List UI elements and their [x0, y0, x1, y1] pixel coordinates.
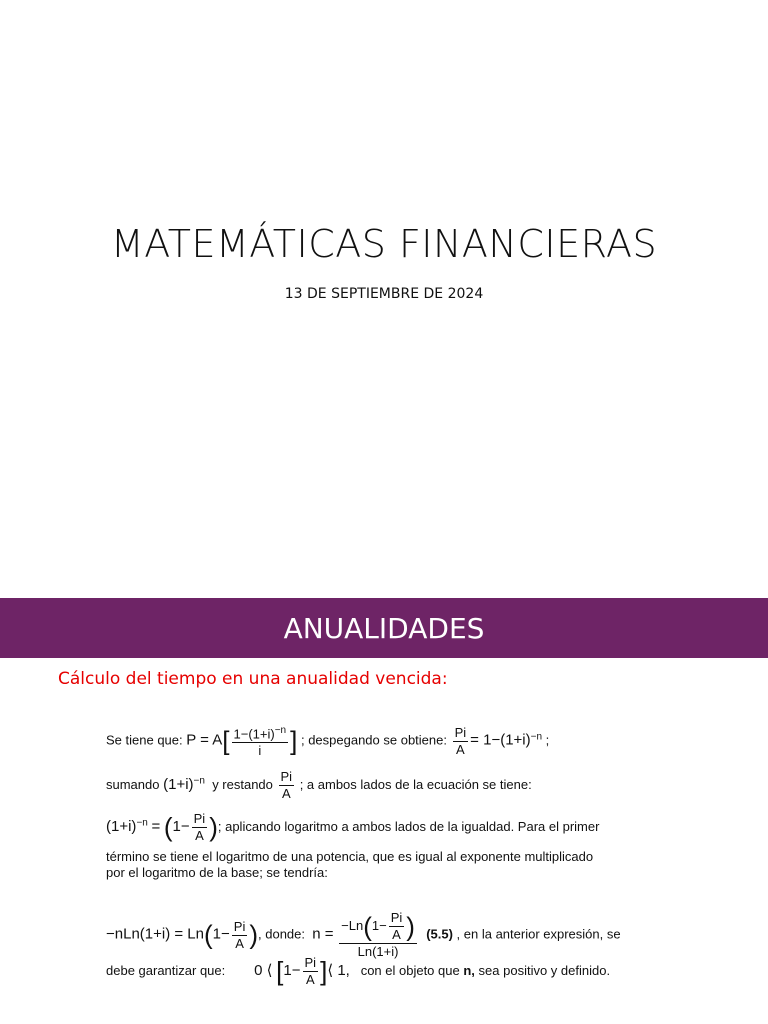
- fraction-numerator: 1−(1+i): [233, 726, 275, 742]
- fraction-numerator: Pi: [233, 918, 246, 934]
- math-fragment: −Ln: [341, 917, 364, 933]
- formula-line-1: [106, 723, 549, 759]
- fraction-numerator: Pi: [390, 910, 403, 925]
- fraction: [279, 769, 295, 802]
- fraction: [192, 811, 208, 844]
- formula-line-5: por el logaritmo de la base; se tendría:: [106, 865, 328, 880]
- bracket-left: [: [276, 956, 284, 986]
- exponent: −n: [274, 725, 287, 736]
- bracket-right: ]: [290, 725, 298, 756]
- math-fragment: 1−: [172, 817, 190, 835]
- fraction-denominator: i: [258, 743, 262, 759]
- fraction-denominator: A: [456, 741, 465, 757]
- math-fragment: −nLn(1+i) = Ln: [106, 925, 204, 943]
- math-fragment: (1+i): [163, 775, 194, 793]
- text-fragment: , en la anterior expresión, se: [456, 926, 621, 942]
- formula-line-3: [106, 811, 599, 844]
- math-fragment: 1−: [371, 917, 387, 933]
- fraction: [453, 725, 469, 758]
- math-fragment: 1−: [212, 925, 230, 943]
- variable-n: n,: [463, 962, 475, 978]
- paren-right: ): [406, 911, 415, 942]
- paren-left: (: [204, 919, 213, 950]
- fraction-numerator: Pi: [193, 811, 206, 826]
- text-fragment: sea positivo y definido.: [478, 962, 611, 978]
- paren-left: (: [363, 911, 372, 942]
- math-fragment: = 1−(1+i): [470, 731, 531, 749]
- math-fragment: n =: [312, 925, 334, 943]
- presentation-date: 13 DE SEPTIEMBRE DE 2024: [284, 286, 484, 302]
- fraction-denominator: Ln(1+i): [357, 944, 399, 959]
- text-fragment: ; a ambos lados de la ecuación se tiene:: [299, 776, 532, 792]
- math-fragment: P = A: [186, 731, 223, 749]
- formula-line-7: [106, 955, 610, 988]
- presentation-title: MATEMÁTICAS FINANCIERAS: [110, 222, 658, 266]
- text-fragment: con el objeto que: [360, 962, 460, 978]
- fraction: [389, 910, 405, 943]
- formula-line-4: término se tiene el logaritmo de una potencia, que es igual al exponente multiplicado: [106, 849, 594, 864]
- fraction-denominator: A: [305, 972, 315, 987]
- text-fragment: Se tiene que:: [106, 732, 183, 748]
- text-fragment: y restando: [212, 776, 273, 792]
- math-fragment: ⟨ 1,: [327, 961, 350, 979]
- banner-title: ANUALIDADES: [283, 611, 485, 645]
- formula-line-2: [106, 769, 532, 802]
- paren-right: ): [209, 812, 218, 842]
- exponent: −n: [530, 731, 543, 743]
- text-fragment: ; aplicando logaritmo a ambos lados de la igualdad. Para el primer: [217, 818, 600, 834]
- paren-left: (: [163, 812, 173, 842]
- fraction-denominator: A: [281, 786, 291, 801]
- text-fragment: debe garantizar que:: [106, 962, 226, 978]
- bracket-left: [: [222, 725, 230, 756]
- text-fragment: ; despegando se obtiene:: [300, 732, 447, 748]
- equation-number: (5.5): [426, 926, 453, 942]
- formula-line-6: [106, 910, 621, 960]
- bracket-right: ]: [320, 956, 328, 986]
- math-fragment: 0 ⟨: [254, 961, 273, 979]
- paren-right: ): [249, 919, 259, 950]
- section-heading: Cálculo del tiempo en una anualidad vencida:: [58, 669, 448, 689]
- math-fragment: 1−: [283, 961, 301, 979]
- fraction: [303, 955, 319, 988]
- fraction-denominator: A: [195, 828, 204, 843]
- fraction-numerator: Pi: [280, 769, 293, 784]
- text-fragment: ;: [545, 732, 550, 748]
- exponent: −n: [136, 817, 148, 829]
- fraction-numerator: Pi: [454, 724, 467, 740]
- text-fragment: , donde:: [258, 926, 306, 942]
- fraction: [339, 910, 417, 960]
- fraction-denominator: A: [392, 927, 401, 942]
- fraction-denominator: A: [235, 935, 244, 951]
- fraction: [232, 919, 248, 952]
- fraction: [232, 723, 289, 759]
- section-banner: [0, 598, 768, 658]
- text-fragment: sumando: [106, 776, 160, 792]
- math-fragment: =: [151, 817, 161, 835]
- math-fragment: (1+i): [106, 817, 137, 835]
- fraction-numerator: Pi: [304, 955, 317, 970]
- exponent: −n: [193, 775, 205, 787]
